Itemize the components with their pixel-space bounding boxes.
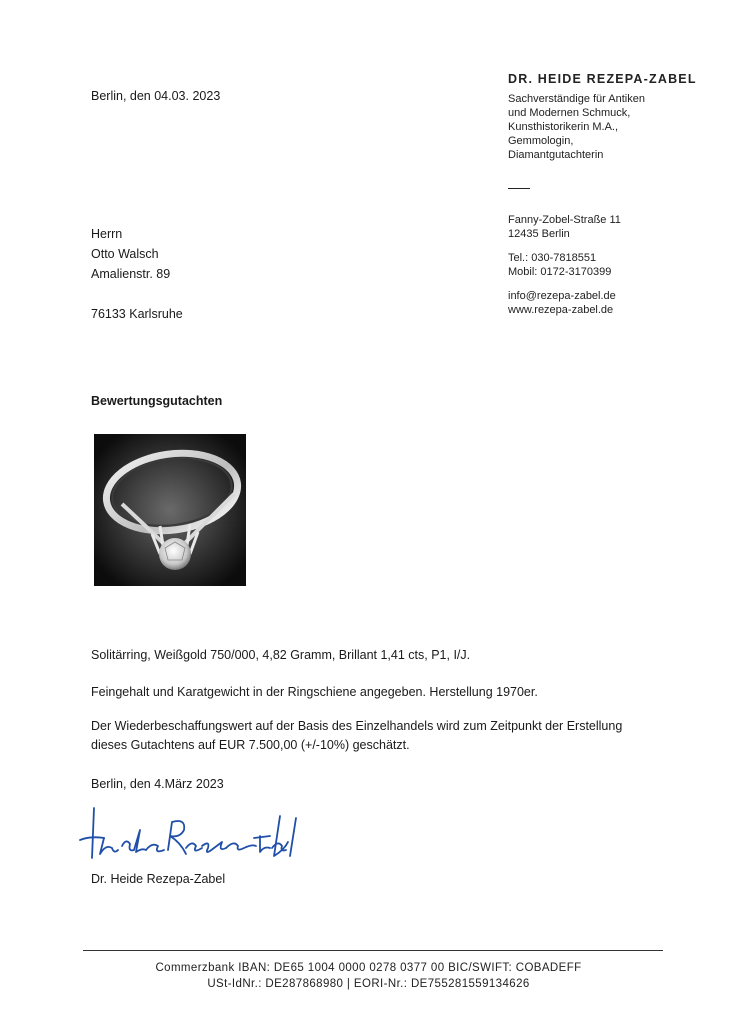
- letterhead-title-5: Diamantgutachterin: [508, 149, 604, 161]
- letterhead-title-4: Gemmologin,: [508, 135, 574, 147]
- letterhead-title-2: und Modernen Schmuck,: [508, 107, 631, 119]
- recipient-name: Otto Walsch: [91, 247, 159, 261]
- document-title: Bewertungsgutachten: [91, 394, 223, 408]
- recipient-address: [91, 224, 183, 324]
- recipient-street: Amalienstr. 89: [91, 267, 171, 281]
- letterhead-title-1: Sachverständige für Antiken: [508, 93, 645, 105]
- letterhead-email: info@rezepa-zabel.de: [508, 290, 616, 302]
- recipient-zip-city: 76133 Karlsruhe: [91, 307, 183, 321]
- letter-date: Berlin, den 04.03. 2023: [91, 89, 221, 103]
- letterhead-street: Fanny-Zobel-Straße 11: [508, 214, 621, 226]
- ring-description: Solitärring, Weißgold 750/000, 4,82 Gramm, Brillant 1,41 cts, P1, I/J.: [91, 648, 471, 662]
- letterhead-city: 12435 Berlin: [508, 228, 570, 240]
- recipient-salutation: Herrn: [91, 227, 123, 241]
- footer-tax-ids: USt-IdNr.: DE287868980 | EORI-Nr.: DE755281559134626: [207, 978, 530, 990]
- ring-photo: [94, 434, 246, 586]
- closing-date: Berlin, den 4.März 2023: [91, 777, 224, 791]
- valuation-line-2: dieses Gutachtens auf EUR 7.500,00 (+/-10%) geschätzt.: [91, 738, 410, 752]
- letterhead-name: DR. HEIDE REZEPA-ZABEL: [508, 72, 697, 86]
- footer-bank-details: Commerzbank IBAN: DE65 1004 0000 0278 0377 00 BIC/SWIFT: COBADEFF: [155, 962, 582, 974]
- signer-name: Dr. Heide Rezepa-Zabel: [91, 872, 226, 886]
- letterhead-divider: [508, 188, 530, 189]
- footer-divider: [83, 950, 663, 951]
- valuation-line-1: Der Wiederbeschaffungswert auf der Basis des Einzelhandels wird zum Zeitpunkt der Erstellung: [91, 719, 623, 733]
- letterhead-web: www.rezepa-zabel.de: [508, 304, 614, 316]
- letterhead-mobil: Mobil: 0172-3170399: [508, 266, 612, 278]
- handwritten-signature: [74, 800, 304, 870]
- valuation-statement: [91, 717, 671, 755]
- letterhead-title-3: Kunsthistorikerin M.A.,: [508, 121, 619, 133]
- ring-details: Feingehalt und Karatgewicht in der Ringschiene angegeben. Herstellung 1970er.: [91, 685, 538, 699]
- letterhead-tel: Tel.: 030-7818551: [508, 252, 597, 264]
- letterhead: [508, 72, 728, 317]
